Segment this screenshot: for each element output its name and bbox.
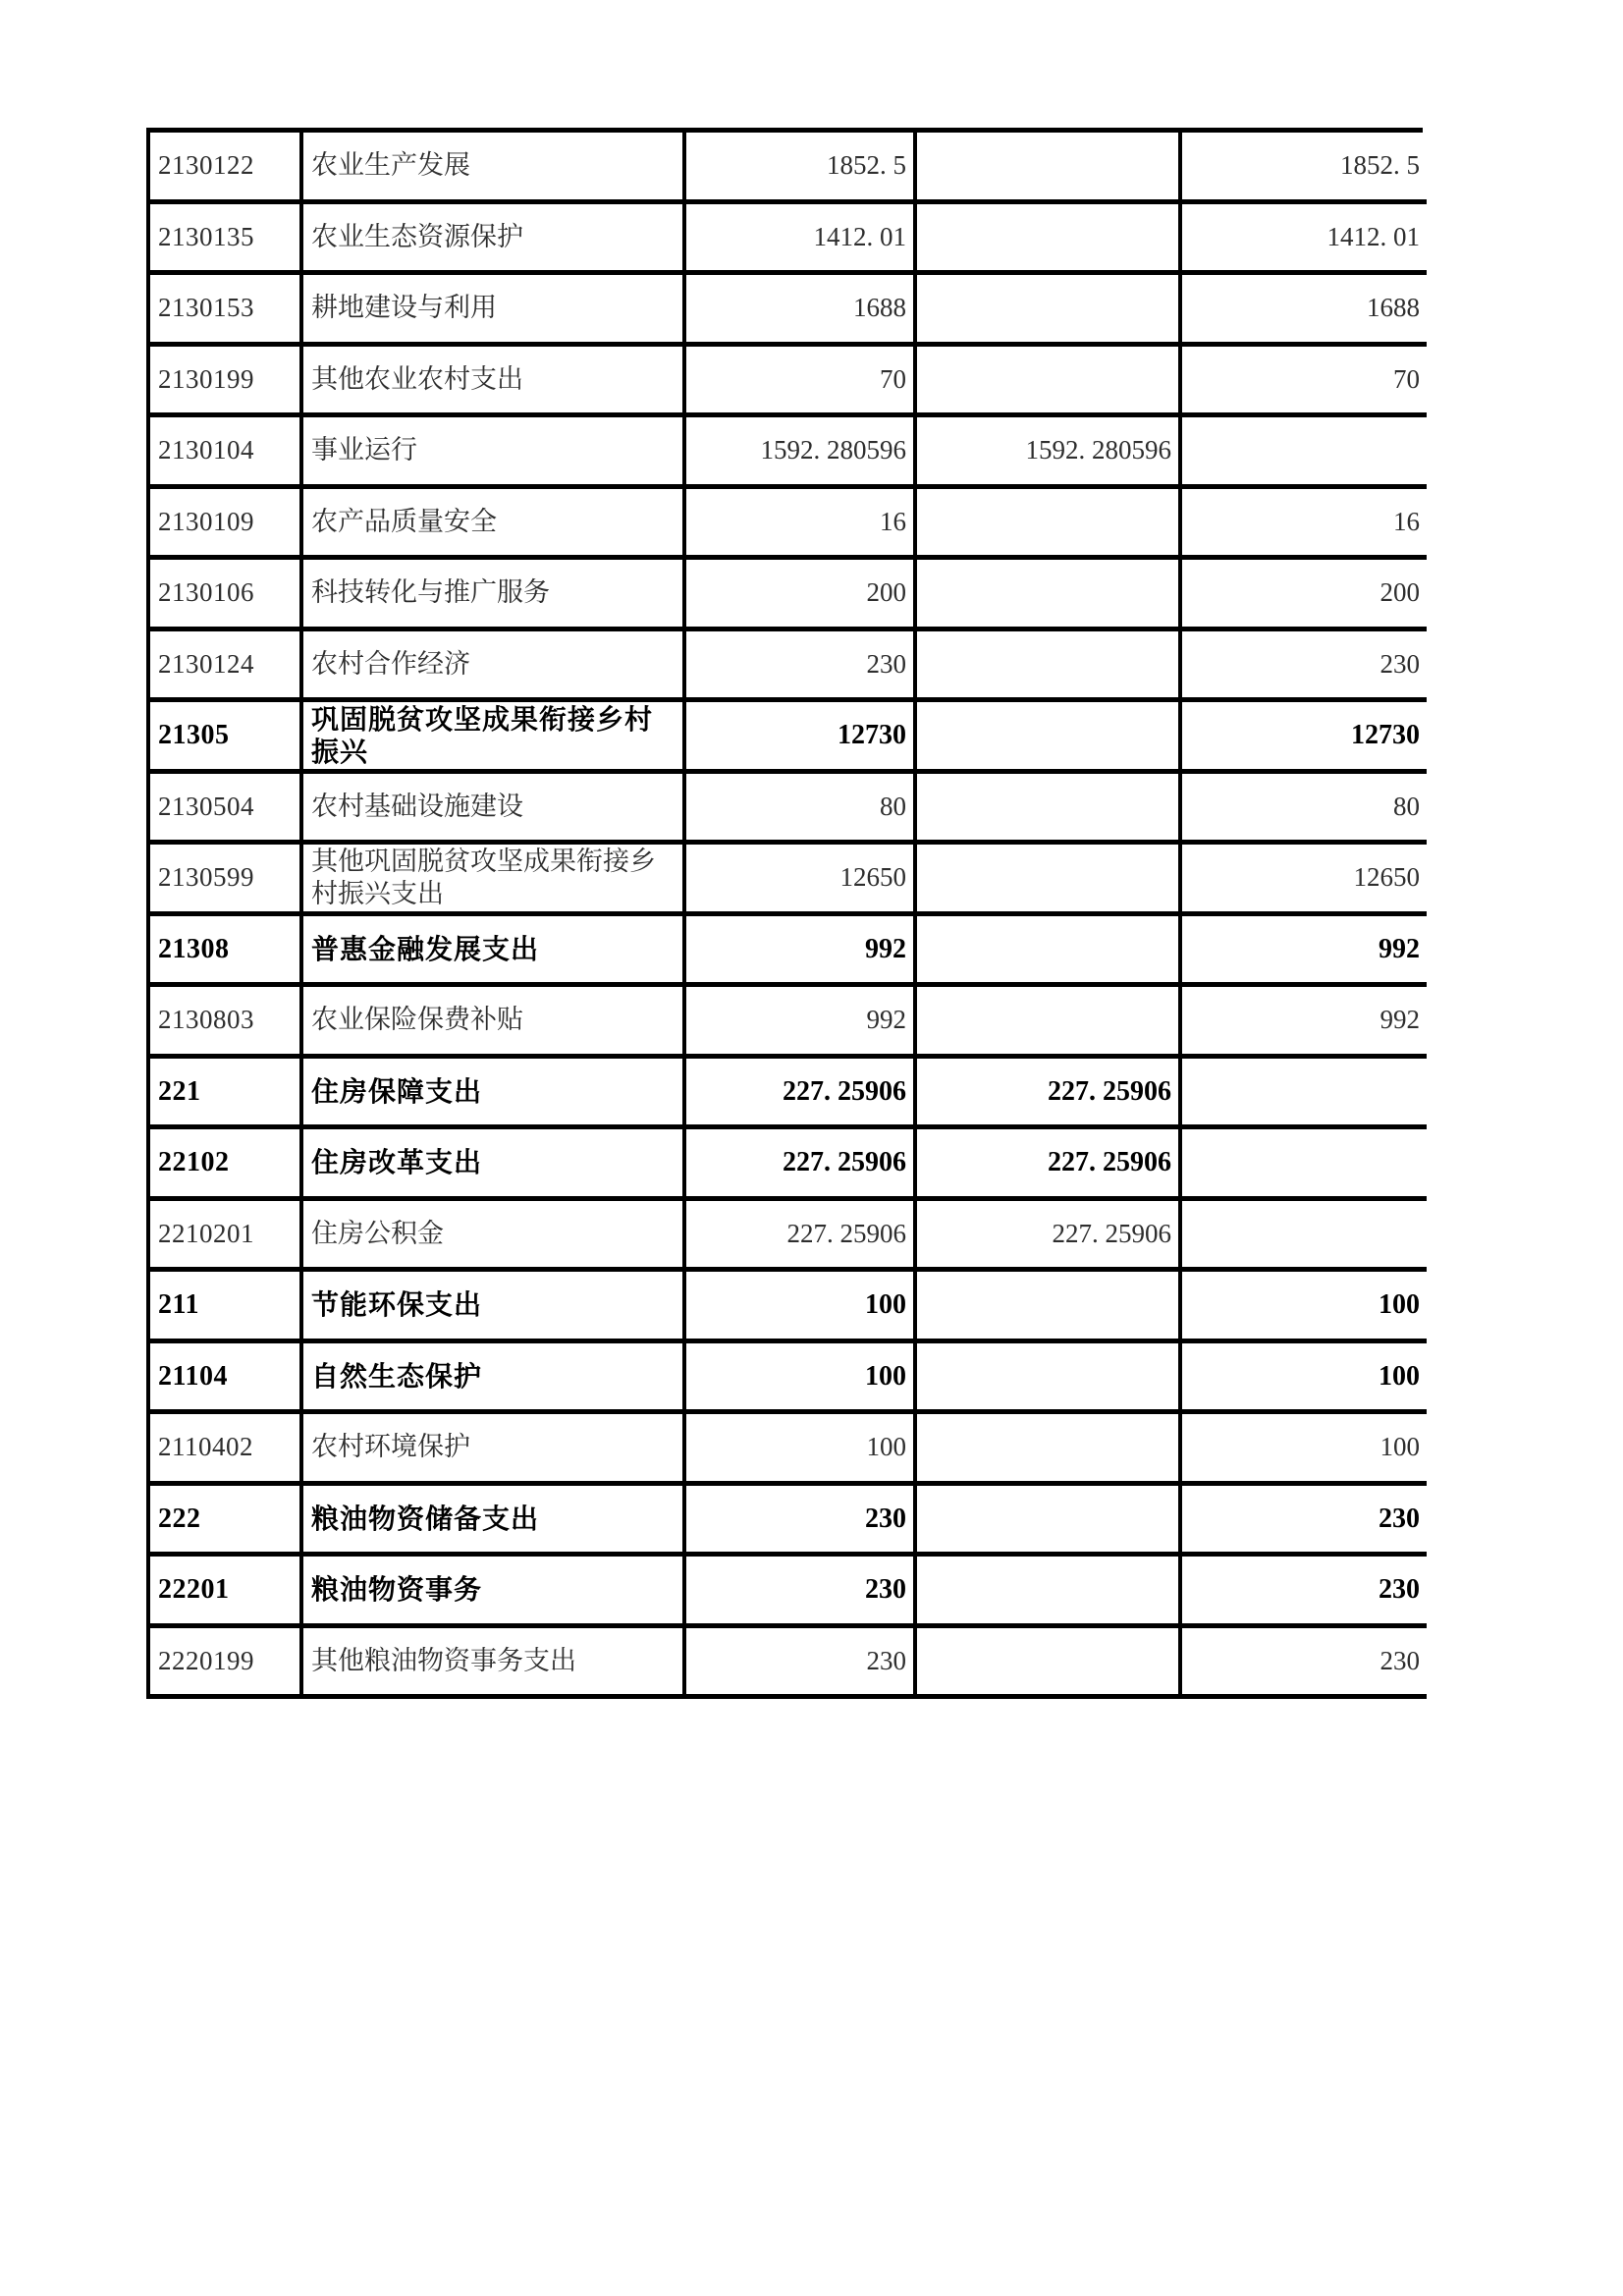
value-col3-cell: 100 <box>1182 1343 1427 1415</box>
code-cell: 21305 <box>150 702 303 774</box>
value-col1-cell: 227. 25906 <box>686 1129 917 1201</box>
value-col2-cell <box>917 275 1182 347</box>
value-col1-cell: 100 <box>686 1272 917 1343</box>
value-col1-cell: 100 <box>686 1414 917 1486</box>
name-cell: 农村环境保护 <box>303 1414 686 1486</box>
name-cell: 农业生态资源保护 <box>303 204 686 276</box>
value-col1-cell: 992 <box>686 916 917 988</box>
value-col3-cell: 992 <box>1182 987 1427 1059</box>
value-col3-cell: 12730 <box>1182 702 1427 774</box>
code-cell: 2130106 <box>150 560 303 631</box>
name-cell: 巩固脱贫攻坚成果衔接乡村振兴 <box>303 702 686 774</box>
code-cell: 2130153 <box>150 275 303 347</box>
value-col1-cell: 227. 25906 <box>686 1059 917 1130</box>
value-col2-cell <box>917 774 1182 846</box>
code-cell: 2130504 <box>150 774 303 846</box>
name-cell: 其他粮油物资事务支出 <box>303 1628 686 1700</box>
value-col2-cell <box>917 916 1182 988</box>
code-cell: 21104 <box>150 1343 303 1415</box>
value-col2-cell <box>917 702 1182 774</box>
value-col2-cell: 227. 25906 <box>917 1129 1182 1201</box>
value-col3-cell: 12650 <box>1182 845 1427 916</box>
value-col2-cell <box>917 987 1182 1059</box>
value-col3-cell: 230 <box>1182 1628 1427 1700</box>
name-cell: 农村基础设施建设 <box>303 774 686 846</box>
value-col2-cell: 227. 25906 <box>917 1059 1182 1130</box>
name-cell: 其他巩固脱贫攻坚成果衔接乡村振兴支出 <box>303 845 686 916</box>
value-col1-cell: 80 <box>686 774 917 846</box>
code-cell: 2130122 <box>150 133 303 204</box>
code-cell: 2220199 <box>150 1628 303 1700</box>
value-col1-cell: 1592. 280596 <box>686 417 917 489</box>
value-col1-cell: 227. 25906 <box>686 1201 917 1273</box>
value-col3-cell: 80 <box>1182 774 1427 846</box>
value-col2-cell <box>917 204 1182 276</box>
value-col3-cell: 230 <box>1182 1486 1427 1558</box>
name-cell: 节能环保支出 <box>303 1272 686 1343</box>
value-col1-cell: 70 <box>686 347 917 418</box>
name-cell: 农业生产发展 <box>303 133 686 204</box>
name-cell: 自然生态保护 <box>303 1343 686 1415</box>
value-col2-cell <box>917 845 1182 916</box>
name-cell: 住房改革支出 <box>303 1129 686 1201</box>
budget-table <box>146 128 1423 1699</box>
value-col3-cell: 992 <box>1182 916 1427 988</box>
value-col1-cell: 1852. 5 <box>686 133 917 204</box>
code-cell: 222 <box>150 1486 303 1558</box>
code-cell: 2130599 <box>150 845 303 916</box>
value-col1-cell: 230 <box>686 631 917 703</box>
value-col3-cell <box>1182 1059 1427 1130</box>
value-col1-cell: 230 <box>686 1628 917 1700</box>
name-cell: 耕地建设与利用 <box>303 275 686 347</box>
value-col3-cell: 1412. 01 <box>1182 204 1427 276</box>
value-col1-cell: 12730 <box>686 702 917 774</box>
value-col2-cell <box>917 133 1182 204</box>
code-cell: 221 <box>150 1059 303 1130</box>
code-cell: 22102 <box>150 1129 303 1201</box>
value-col3-cell: 1852. 5 <box>1182 133 1427 204</box>
value-col3-cell: 200 <box>1182 560 1427 631</box>
name-cell: 粮油物资事务 <box>303 1557 686 1628</box>
name-cell: 住房保障支出 <box>303 1059 686 1130</box>
value-col3-cell: 16 <box>1182 489 1427 561</box>
value-col2-cell <box>917 1414 1182 1486</box>
value-col2-cell <box>917 631 1182 703</box>
name-cell: 科技转化与推广服务 <box>303 560 686 631</box>
value-col3-cell: 100 <box>1182 1272 1427 1343</box>
value-col2-cell <box>917 347 1182 418</box>
value-col1-cell: 230 <box>686 1486 917 1558</box>
value-col1-cell: 200 <box>686 560 917 631</box>
name-cell: 普惠金融发展支出 <box>303 916 686 988</box>
name-cell: 农村合作经济 <box>303 631 686 703</box>
code-cell: 211 <box>150 1272 303 1343</box>
code-cell: 2130124 <box>150 631 303 703</box>
value-col3-cell: 230 <box>1182 1557 1427 1628</box>
code-cell: 21308 <box>150 916 303 988</box>
name-cell: 农产品质量安全 <box>303 489 686 561</box>
code-cell: 2210201 <box>150 1201 303 1273</box>
value-col1-cell: 1688 <box>686 275 917 347</box>
value-col2-cell <box>917 560 1182 631</box>
value-col1-cell: 100 <box>686 1343 917 1415</box>
value-col1-cell: 1412. 01 <box>686 204 917 276</box>
value-col3-cell: 100 <box>1182 1414 1427 1486</box>
value-col1-cell: 992 <box>686 987 917 1059</box>
code-cell: 2130104 <box>150 417 303 489</box>
code-cell: 2130199 <box>150 347 303 418</box>
value-col2-cell <box>917 1272 1182 1343</box>
value-col2-cell: 1592. 280596 <box>917 417 1182 489</box>
value-col2-cell: 227. 25906 <box>917 1201 1182 1273</box>
value-col3-cell: 1688 <box>1182 275 1427 347</box>
value-col1-cell: 230 <box>686 1557 917 1628</box>
value-col2-cell <box>917 1486 1182 1558</box>
value-col1-cell: 12650 <box>686 845 917 916</box>
name-cell: 农业保险保费补贴 <box>303 987 686 1059</box>
value-col2-cell <box>917 1557 1182 1628</box>
value-col1-cell: 16 <box>686 489 917 561</box>
value-col3-cell <box>1182 1129 1427 1201</box>
name-cell: 事业运行 <box>303 417 686 489</box>
code-cell: 2130803 <box>150 987 303 1059</box>
name-cell: 粮油物资储备支出 <box>303 1486 686 1558</box>
value-col3-cell: 230 <box>1182 631 1427 703</box>
code-cell: 22201 <box>150 1557 303 1628</box>
name-cell: 住房公积金 <box>303 1201 686 1273</box>
value-col2-cell <box>917 1628 1182 1700</box>
value-col3-cell <box>1182 1201 1427 1273</box>
name-cell: 其他农业农村支出 <box>303 347 686 418</box>
code-cell: 2110402 <box>150 1414 303 1486</box>
value-col2-cell <box>917 1343 1182 1415</box>
value-col3-cell <box>1182 417 1427 489</box>
code-cell: 2130109 <box>150 489 303 561</box>
value-col3-cell: 70 <box>1182 347 1427 418</box>
code-cell: 2130135 <box>150 204 303 276</box>
value-col2-cell <box>917 489 1182 561</box>
